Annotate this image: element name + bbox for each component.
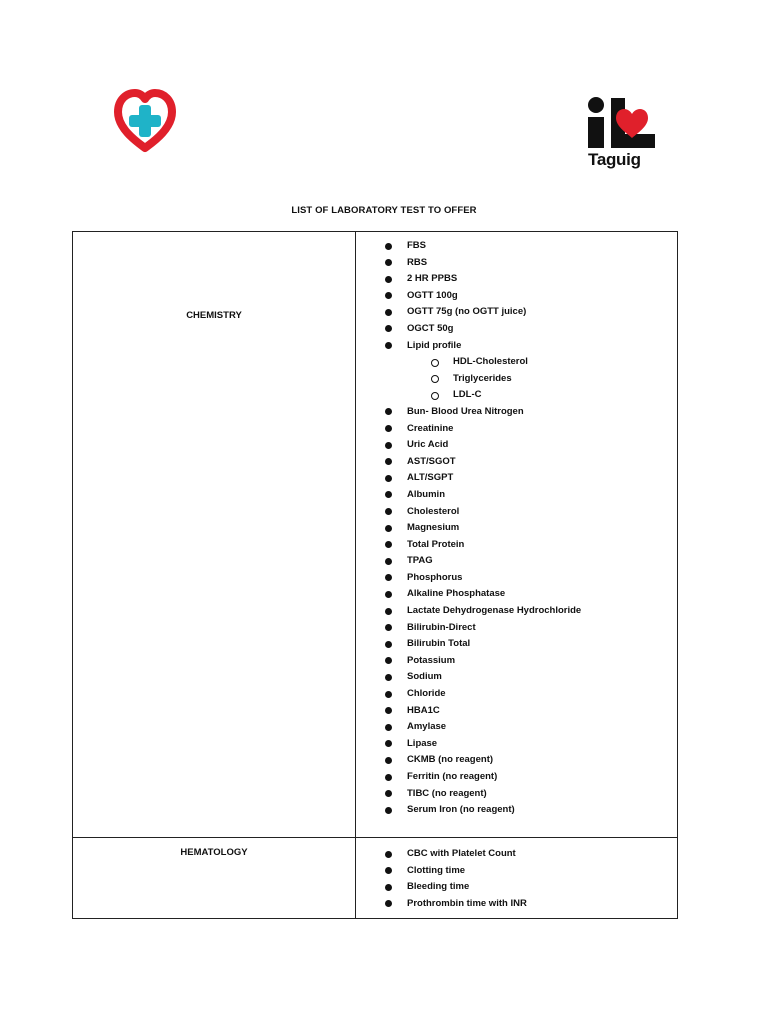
- bullet-icon: [385, 309, 392, 316]
- hematology-test-list: [356, 838, 677, 912]
- list-item: [356, 304, 677, 321]
- test-name: Prothrombin time with INR: [407, 897, 527, 909]
- list-item: [356, 437, 677, 454]
- test-name: HBA1C: [407, 704, 440, 716]
- sublist-item: [356, 354, 677, 371]
- bullet-icon: [385, 541, 392, 548]
- test-name: Bun- Blood Urea Nitrogen: [407, 405, 524, 417]
- test-name: Uric Acid: [407, 439, 449, 451]
- category-cell: [73, 838, 356, 919]
- bullet-icon: [385, 608, 392, 615]
- category-cell: [73, 232, 356, 838]
- bullet-icon: [385, 243, 392, 250]
- bullet-icon: [385, 624, 392, 631]
- bullet-icon: [385, 525, 392, 532]
- list-item: [356, 653, 677, 670]
- list-item: [356, 802, 677, 819]
- test-name: 2 HR PPBS: [407, 273, 458, 285]
- test-name: Potassium: [407, 654, 456, 666]
- bullet-icon: [385, 724, 392, 731]
- heart-plus-logo-icon: [112, 88, 178, 154]
- bullet-icon: [385, 591, 392, 598]
- bullet-icon: [385, 641, 392, 648]
- bullet-icon: [385, 707, 392, 714]
- test-name: Cholesterol: [407, 505, 460, 517]
- chemistry-test-list-continued: [356, 404, 677, 819]
- list-item: [356, 271, 677, 288]
- test-name: LDL-C: [453, 389, 482, 401]
- list-item: [356, 736, 677, 753]
- list-item: [356, 636, 677, 653]
- list-item: [356, 786, 677, 803]
- sublist-item: [356, 371, 677, 388]
- bullet-icon: [385, 292, 392, 299]
- tests-cell: [356, 232, 678, 838]
- test-name: Clotting time: [407, 864, 466, 876]
- bullet-icon: [385, 657, 392, 664]
- bullet-icon: [385, 807, 392, 814]
- test-name: Bleeding time: [407, 881, 470, 893]
- test-name: Alkaline Phosphatase: [407, 588, 506, 600]
- test-name: TIBC (no reagent): [407, 787, 487, 799]
- bullet-icon: [385, 884, 392, 891]
- test-name: CBC with Platelet Count: [407, 848, 516, 859]
- test-name: HDL-Cholesterol: [453, 356, 528, 368]
- list-item: [356, 703, 677, 720]
- chemistry-test-list: [356, 232, 677, 354]
- category-label-hematology: HEMATOLOGY: [180, 847, 248, 858]
- list-item: [356, 846, 677, 863]
- table-row-hematology: [73, 838, 678, 919]
- lab-tests-table: [72, 231, 678, 919]
- bullet-icon: [385, 867, 392, 874]
- test-name: Bilirubin-Direct: [407, 621, 476, 633]
- category-label-chemistry: CHEMISTRY: [186, 310, 242, 321]
- test-name: OGTT 100g: [407, 289, 458, 301]
- bullet-icon: [385, 276, 392, 283]
- bullet-icon: [385, 851, 392, 858]
- list-item: [356, 504, 677, 521]
- bullet-icon: [385, 574, 392, 581]
- lipid-profile-sublist: [356, 354, 677, 404]
- list-item: [356, 454, 677, 471]
- table-row-chemistry: [73, 232, 678, 838]
- list-item: [356, 896, 677, 913]
- test-name: Magnesium: [407, 522, 460, 534]
- bullet-icon: [385, 740, 392, 747]
- test-name: Triglycerides: [453, 372, 512, 384]
- test-name: ALT/SGPT: [407, 472, 454, 484]
- list-item: [356, 879, 677, 896]
- test-name: Ferritin (no reagent): [407, 771, 498, 782]
- hollow-bullet-icon: [431, 375, 439, 383]
- list-item: [356, 603, 677, 620]
- list-item: [356, 769, 677, 786]
- list-item: [356, 586, 677, 603]
- test-name: Lipase: [407, 737, 438, 749]
- test-name: Bilirubin Total: [407, 638, 471, 650]
- test-name: FBS: [407, 240, 426, 251]
- bullet-icon: [385, 342, 392, 349]
- taguig-wordmark: Taguig: [588, 150, 641, 169]
- test-name: RBS: [407, 256, 428, 268]
- bullet-icon: [385, 491, 392, 498]
- i-love-taguig-icon: [584, 94, 658, 150]
- document-title: LIST OF LABORATORY TEST TO OFFER: [291, 205, 477, 216]
- bullet-icon: [385, 691, 392, 698]
- bullet-icon: [385, 508, 392, 515]
- bullet-icon: [385, 458, 392, 465]
- bullet-icon: [385, 558, 392, 565]
- test-name: TPAG: [407, 555, 433, 567]
- list-item: [356, 470, 677, 487]
- test-name: Lactate Dehydrogenase Hydrochloride: [407, 605, 582, 617]
- list-item: [356, 338, 677, 355]
- bullet-icon: [385, 425, 392, 432]
- test-name: Serum Iron (no reagent): [407, 804, 515, 816]
- list-item: [356, 620, 677, 637]
- bullet-icon: [385, 475, 392, 482]
- test-name: AST/SGOT: [407, 455, 456, 467]
- bullet-icon: [385, 442, 392, 449]
- list-item: [356, 752, 677, 769]
- list-item: [356, 553, 677, 570]
- test-name: Albumin: [407, 488, 445, 500]
- hollow-bullet-icon: [431, 392, 439, 400]
- list-item: [356, 570, 677, 587]
- sublist-item: [356, 387, 677, 404]
- test-name: Sodium: [407, 671, 442, 683]
- list-item: [356, 863, 677, 880]
- bullet-icon: [385, 790, 392, 797]
- test-name: Creatinine: [407, 422, 454, 434]
- bullet-icon: [385, 325, 392, 332]
- bullet-icon: [385, 900, 392, 907]
- bullet-icon: [385, 259, 392, 266]
- list-item: [356, 321, 677, 338]
- test-name: Chloride: [407, 688, 446, 700]
- list-item: [356, 404, 677, 421]
- test-name: Amylase: [407, 721, 447, 733]
- test-name: Total Protein: [407, 538, 465, 550]
- test-name: Lipid profile: [407, 339, 462, 351]
- test-name: CKMB (no reagent): [407, 754, 494, 766]
- list-item: [356, 421, 677, 438]
- list-item: [356, 288, 677, 305]
- bullet-icon: [385, 408, 392, 415]
- list-item: [356, 238, 677, 255]
- list-item: [356, 719, 677, 736]
- bullet-icon: [385, 757, 392, 764]
- test-name: OGCT 50g: [407, 322, 454, 334]
- list-item: [356, 686, 677, 703]
- tests-cell: [356, 838, 678, 919]
- list-item: [356, 537, 677, 554]
- list-item: [356, 255, 677, 272]
- list-item: [356, 669, 677, 686]
- bullet-icon: [385, 774, 392, 781]
- list-item: [356, 487, 677, 504]
- hollow-bullet-icon: [431, 359, 439, 367]
- list-item: [356, 520, 677, 537]
- bullet-icon: [385, 674, 392, 681]
- test-name: OGTT 75g (no OGTT juice): [407, 306, 527, 318]
- test-name: Phosphorus: [407, 571, 463, 583]
- i-love-taguig-logo: [584, 94, 658, 176]
